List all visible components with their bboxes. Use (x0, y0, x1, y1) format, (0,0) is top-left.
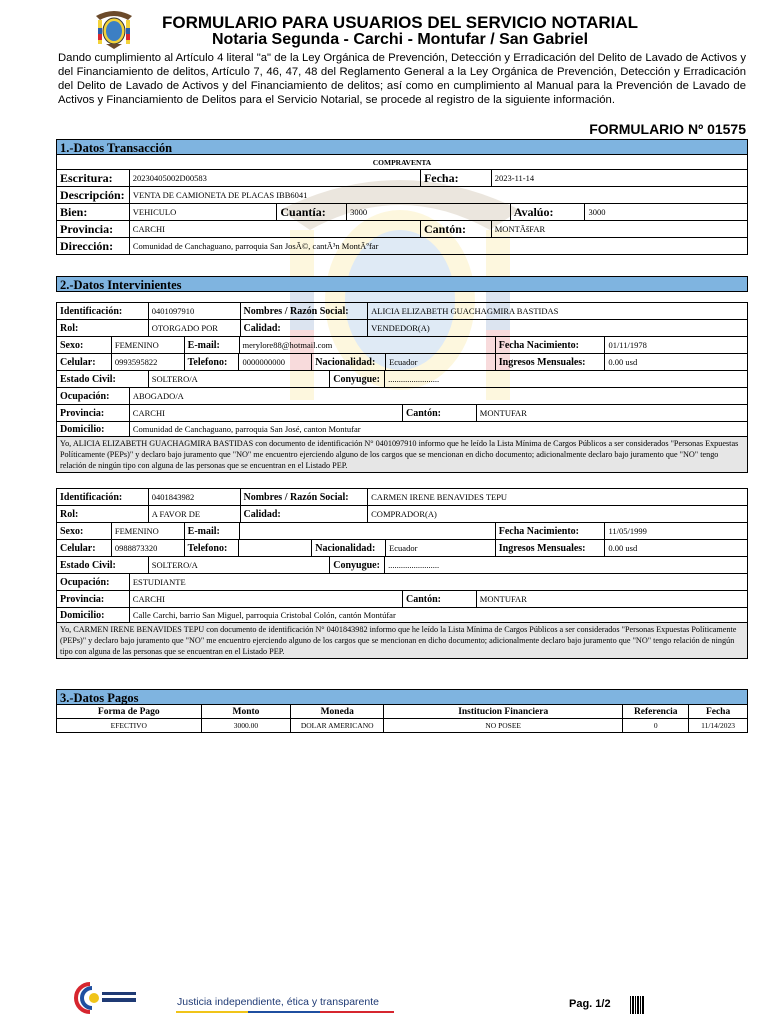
cuantia-label: Cuantía: (277, 204, 347, 220)
footer-tricolor-line (176, 1011, 394, 1013)
form-number: FORMULARIO Nº 01575 (589, 121, 746, 137)
ingresos-label: Ingresos Mensuales: (496, 540, 606, 556)
celular-label: Celular: (57, 354, 112, 370)
page-number: Pag. 1/2 (569, 998, 611, 1010)
intro-paragraph: Dando cumplimiento al Artículo 4 literal "a" de la Ley Orgánica de Prevención, Detección y Erradicación del Delito de Lavado de Activos y del Financiamiento de delitos, Artículo 7, 46, 47, 48 del Reglamento General a la Ley Orgánica de Prevención, Detección y Erradicación del Delito de Lavado de Activos y del Financiamiento de delitos; así como en cumplimiento al Manual para la Prevención de Lavado de Activos y Financiamiento de Delitos para el Servicio Notarial, se procede al registro de la siguiente información. (58, 52, 746, 106)
nacionalidad-label: Nacionalidad: (312, 540, 386, 556)
person-card (56, 488, 748, 659)
section-intervinientes (56, 276, 748, 292)
sexo-label: Sexo: (57, 337, 112, 353)
column-header: Referencia (623, 705, 689, 718)
ingresos-value: 0.00 usd (608, 357, 638, 367)
fecha-label: Fecha: (421, 170, 492, 186)
celular-label: Celular: (57, 540, 112, 556)
table-cell: 0 (623, 719, 689, 732)
avaluo-value: 3000 (588, 207, 606, 217)
estado-civil-label: Estado Civil: (57, 557, 149, 573)
provincia-value: CARCHI (130, 405, 403, 421)
canton-value: MONTUFAR (479, 408, 527, 418)
calidad-label: Calidad: (241, 506, 369, 522)
judicatura-logo-icon (70, 978, 140, 1018)
ecuador-coat-of-arms-icon (92, 6, 136, 50)
section-heading: 3.-Datos Pagos (56, 689, 748, 705)
email-label: E-mail: (185, 523, 240, 539)
domicilio-value: Comunidad de Canchaguano, parroquia San José, canton Montufar (132, 424, 361, 434)
table-cell: 11/14/2023 (701, 721, 736, 730)
column-header: Moneda (291, 705, 384, 718)
provincia-value: CARCHI (130, 221, 421, 237)
canton-label: Cantón: (421, 221, 492, 237)
provincia-value: CARCHI (130, 591, 403, 607)
cuantia-value: 3000 (347, 204, 511, 220)
section-pagos (56, 689, 748, 733)
conyugue-value: ........................ (388, 374, 440, 384)
ocupacion-label: Ocupación: (57, 574, 130, 590)
section-transaccion (56, 139, 748, 255)
document-subtitle: Notaria Segunda - Carchi - Montufar / San Gabriel (211, 31, 589, 48)
identificacion-label: Identificación: (57, 489, 149, 505)
rol-value: OTORGADO POR (149, 320, 241, 336)
telefono-label: Telefono: (185, 354, 240, 370)
ocupacion-value: ESTUDIANTE (132, 577, 186, 587)
calidad-label: Calidad: (241, 320, 369, 336)
identificacion-value: 0401097910 (149, 303, 241, 319)
telefono-label: Telefono: (185, 540, 240, 556)
calidad-value: VENDEDOR(A) (371, 323, 430, 333)
pep-declaration: Yo, CARMEN IRENE BENAVIDES TEPU con documento de identificación N° 0401843982 informo que he leído la Lista Mínima de Cargos Públicos a ser considerados "Personas Expuestas Políticamente (PEPs)" y declaro bajo juramento que "NO" me encuentro ejerciendo alguno de los cargos que se mencionan en dicho documento; adicionalmente declaro bajo juramento que "NO" tengo relación de ningún tipo con alguna de las personas que se encuentran en el Listado PEP. (56, 623, 748, 659)
barcode-icon (630, 996, 644, 1014)
canton-value: MONTUFAR (479, 594, 527, 604)
bien-label: Bien: (57, 204, 130, 220)
rol-label: Rol: (57, 506, 149, 522)
ingresos-label: Ingresos Mensuales: (496, 354, 606, 370)
nacionalidad-label: Nacionalidad: (312, 354, 386, 370)
person-card (56, 302, 748, 473)
section-heading: 2.-Datos Intervinientes (56, 276, 748, 292)
estado-civil-value: SOLTERO/A (149, 557, 330, 573)
fecha-value: 2023-11-14 (494, 173, 535, 183)
identificacion-value: 0401843982 (149, 489, 241, 505)
escritura-value: 20230405002D00583 (130, 170, 421, 186)
ocupacion-value: ABOGADO/A (132, 391, 184, 401)
provincia-label: Provincia: (57, 591, 130, 607)
payments-table-header (56, 705, 748, 719)
footer-tagline: Justicia independiente, ética y transparente (177, 996, 379, 1008)
direccion-label: Dirección: (57, 238, 130, 254)
pep-declaration: Yo, ALICIA ELIZABETH GUACHAGMIRA BASTIDAS con documento de identificación N° 0401097910 informo que he leído la Lista Mínima de Cargos Públicos a ser considerados "Personas Expuestas Políticamente (PEPs)" y declaro bajo juramento que "NO" me encuentro ejerciendo alguno de los cargos que se mencionan en dicho documento; adicionalmente declaro bajo juramento que "NO" tengo relación de ningún tipo con alguna de las personas que se encuentran en el Listado PEP. (56, 437, 748, 473)
email-value (240, 523, 496, 539)
conyugue-label: Conyugue: (330, 371, 385, 387)
calidad-value: COMPRADOR(A) (371, 509, 437, 519)
email-label: E-mail: (185, 337, 240, 353)
provincia-label: Provincia: (57, 405, 130, 421)
canton-label: Cantón: (403, 591, 477, 607)
fecha-nacimiento-label: Fecha Nacimiento: (496, 337, 606, 353)
escritura-label: Escritura: (57, 170, 130, 186)
estado-civil-label: Estado Civil: (57, 371, 149, 387)
estado-civil-value: SOLTERO/A (149, 371, 330, 387)
table-cell: NO POSEE (384, 719, 623, 732)
conyugue-value: ........................ (388, 560, 440, 570)
sexo-label: Sexo: (57, 523, 112, 539)
rol-value: A FAVOR DE (149, 506, 241, 522)
nacionalidad-value: Ecuador (386, 354, 496, 370)
column-header: Forma de Pago (57, 705, 202, 718)
transaction-type: COMPRAVENTA (372, 157, 432, 167)
section-heading: 1.-Datos Transacción (56, 139, 748, 155)
column-header: Monto (202, 705, 292, 718)
table-cell: DOLAR AMERICANO (291, 719, 384, 732)
nombres-value: ALICIA ELIZABETH GUACHAGMIRA BASTIDAS (371, 306, 559, 316)
email-value: merylore88@hotmail.com (240, 337, 496, 353)
celular-value: 0988873320 (112, 540, 185, 556)
nombres-label: Nombres / Razón Social: (241, 303, 369, 319)
nombres-value: CARMEN IRENE BENAVIDES TEPU (371, 492, 508, 502)
rol-label: Rol: (57, 320, 149, 336)
celular-value: 0993595822 (112, 354, 185, 370)
provincia-label: Provincia: (57, 221, 130, 237)
nombres-label: Nombres / Razón Social: (241, 489, 369, 505)
document-header (150, 14, 650, 48)
table-cell: 3000.00 (202, 719, 292, 732)
table-row (56, 719, 748, 733)
canton-label: Cantón: (403, 405, 477, 421)
descripcion-label: Descripción: (57, 187, 130, 203)
sexo-value: FEMENINO (112, 523, 185, 539)
table-cell: EFECTIVO (57, 719, 202, 732)
avaluo-label: Avalúo: (511, 204, 586, 220)
ingresos-value: 0.00 usd (608, 543, 638, 553)
nacionalidad-value: Ecuador (386, 540, 496, 556)
canton-value: MONTÃšFAR (494, 224, 546, 234)
column-header: Fecha (689, 705, 747, 718)
telefono-value (239, 540, 312, 556)
ocupacion-label: Ocupación: (57, 388, 130, 404)
domicilio-value: Calle Carchi, barrio San Miguel, parroquia Cristobal Colón, cantón Montúfar (132, 610, 396, 620)
fecha-nacimiento-value: 01/11/1978 (608, 340, 647, 350)
fecha-nacimiento-label: Fecha Nacimiento: (496, 523, 606, 539)
column-header: Institucion Financiera (384, 705, 623, 718)
identificacion-label: Identificación: (57, 303, 149, 319)
telefono-value: 0000000000 (239, 354, 312, 370)
conyugue-label: Conyugue: (330, 557, 385, 573)
bien-value: VEHICULO (130, 204, 278, 220)
document-title: FORMULARIO PARA USUARIOS DEL SERVICIO NOTARIAL (161, 13, 639, 32)
domicilio-label: Domicilio: (57, 608, 130, 622)
fecha-nacimiento-value: 11/05/1999 (608, 526, 647, 536)
domicilio-label: Domicilio: (57, 422, 130, 436)
direccion-value: Comunidad de Canchaguano, parroquia San JosÃ©, cantÃ³n MontÃºfar (132, 241, 379, 251)
descripcion-value: VENTA DE CAMIONETA DE PLACAS IBB6041 (132, 190, 308, 200)
sexo-value: FEMENINO (112, 337, 185, 353)
